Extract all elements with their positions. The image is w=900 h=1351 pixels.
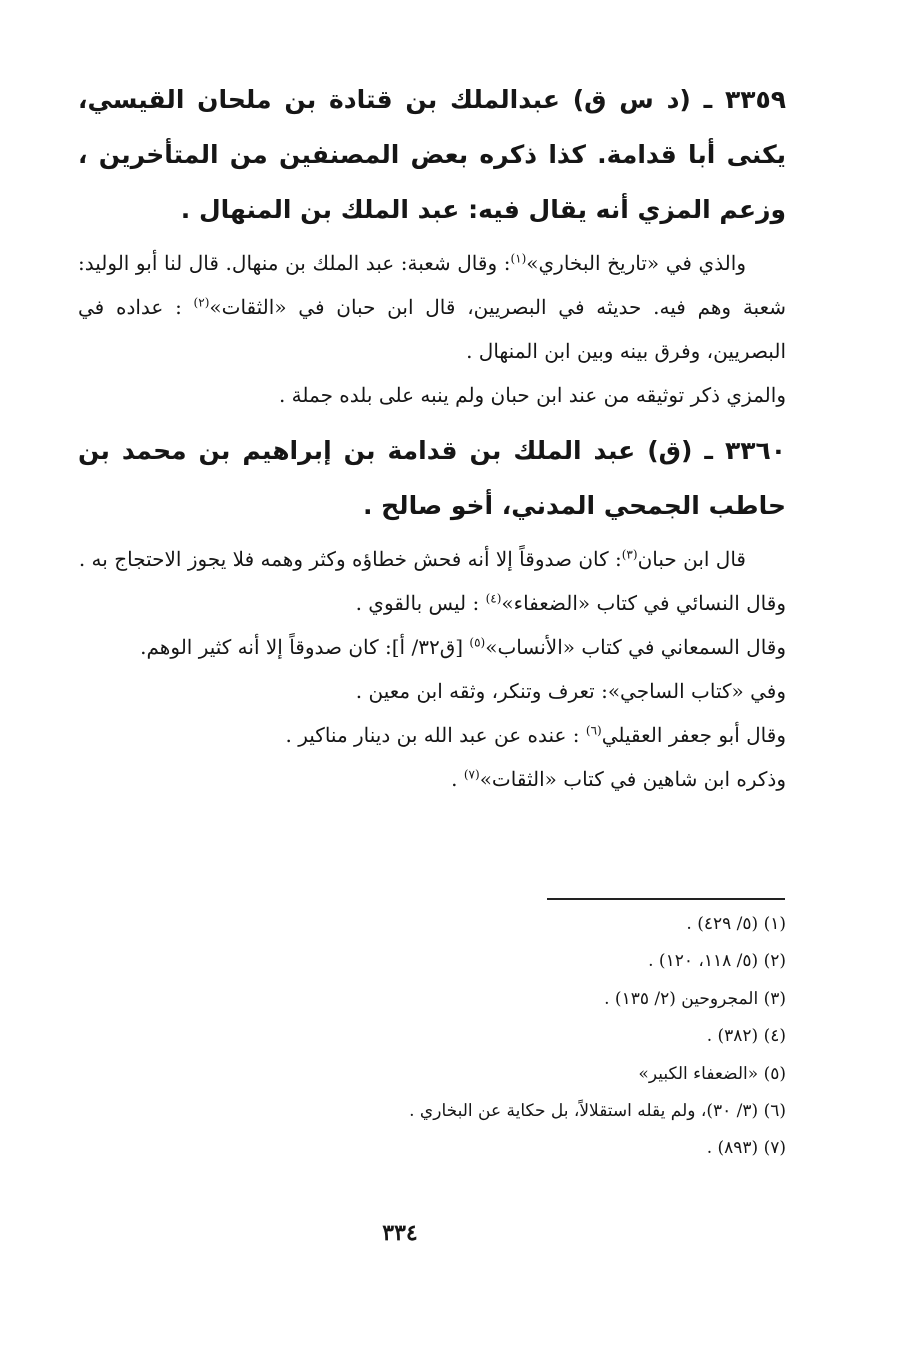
footnote-4: (٤) (٣٨٢) .: [706, 1026, 786, 1047]
paragraph-nasai: [78, 581, 786, 625]
footnote-1: (١) (٥/ ٤٢٩) .: [686, 914, 786, 934]
paragraph-text: وقال أبو جعفر العقيلي: [601, 723, 786, 747]
paragraph-saji: وفي «كتاب الساجي»: تعرف وتنكر، وثقه ابن معين .: [355, 679, 786, 703]
paragraph-bukhari: [78, 241, 786, 373]
paragraph-text: : وقال شعبة: عبد الملك بن منهال. قال لنا أبو الوليد: شعبة وهم فيه. حديثه في البصريين، قال ابن حبان في «الثقات»: [78, 251, 786, 319]
paragraph-text: : كان صدوقاً إلا أنه فحش خطاؤه وكثر وهمه فلا يجوز الاحتجاج به .: [78, 547, 622, 571]
footnote-ref[interactable]: (٤): [485, 591, 502, 606]
paragraph-text: وقال السمعاني في كتاب «الأنساب»: [485, 635, 786, 659]
paragraph-uqayli: [78, 713, 786, 757]
footnote-ref[interactable]: (٧): [463, 767, 480, 782]
page-number: ٣٣٤: [382, 1220, 418, 1246]
footnote-divider: [547, 898, 785, 900]
footnote-ref[interactable]: (٢): [193, 295, 210, 310]
footnote-6: (٦) (٣/ ٣٠)، ولم يقله استقلالاً، بل حكاية عن البخاري .: [409, 1101, 786, 1122]
paragraph-text: والذي في «تاريخ البخاري»: [526, 251, 746, 275]
footnote-5: (٥) «الضعفاء الكبير»: [638, 1063, 786, 1084]
page-body: [78, 72, 786, 801]
entry-heading-3359: ٣٣٥٩ ـ (د س ق) عبدالملك بن قتادة بن ملحان القيسي، يكنى أبا قدامة. كذا ذكره بعض المصنفين من المتأخرين ، وزعم المزي أنه يقال فيه: عبد الملك بن المنهال .: [78, 85, 786, 224]
paragraph-text: قال ابن حبان: [637, 547, 746, 571]
footnote-7: (٧) (٨٩٣) .: [706, 1138, 786, 1159]
footnote-2: (٢) (٥/ ١١٨، ١٢٠) .: [648, 951, 786, 972]
paragraph-text: [ق٣٢/ أ]: كان صدوقاً إلا أنه كثير الوهم.: [140, 635, 470, 659]
paragraph-text: : عداده في البصريين، وفرق بينه وبين ابن المنهال .: [78, 295, 786, 363]
footnote-3: (٣) المجروحين (٢/ ١٣٥) .: [604, 988, 786, 1009]
entry-heading-3360: ٣٣٦٠ ـ (ق) عبد الملك بن قدامة بن إبراهيم بن محمد بن حاطب الجمحي المدني، أخو صالح .: [78, 436, 786, 520]
paragraph-text: وذكره ابن شاهين في كتاب «الثقات»: [479, 767, 786, 791]
paragraph-text: .: [451, 767, 464, 791]
paragraph-text: : ليس بالقوي .: [355, 591, 486, 615]
paragraph-text: وقال النسائي في كتاب «الضعفاء»: [501, 591, 786, 615]
paragraph-samani: [78, 625, 786, 669]
paragraph-ibn-shahin: [78, 757, 786, 801]
footnotes-section: [78, 906, 786, 1168]
paragraph-ibn-hibban: [78, 537, 786, 581]
footnote-ref[interactable]: (٣): [621, 547, 638, 562]
footnote-ref[interactable]: (٦): [585, 723, 602, 738]
paragraph-text: : عنده عن عبد الله بن دينار مناكير .: [285, 723, 586, 747]
footnote-ref[interactable]: (٥): [469, 635, 486, 650]
footnote-ref[interactable]: (١): [510, 251, 527, 266]
paragraph-mizzi: والمزي ذكر توثيقه من عند ابن حبان ولم ينبه على بلده جملة .: [278, 383, 786, 407]
